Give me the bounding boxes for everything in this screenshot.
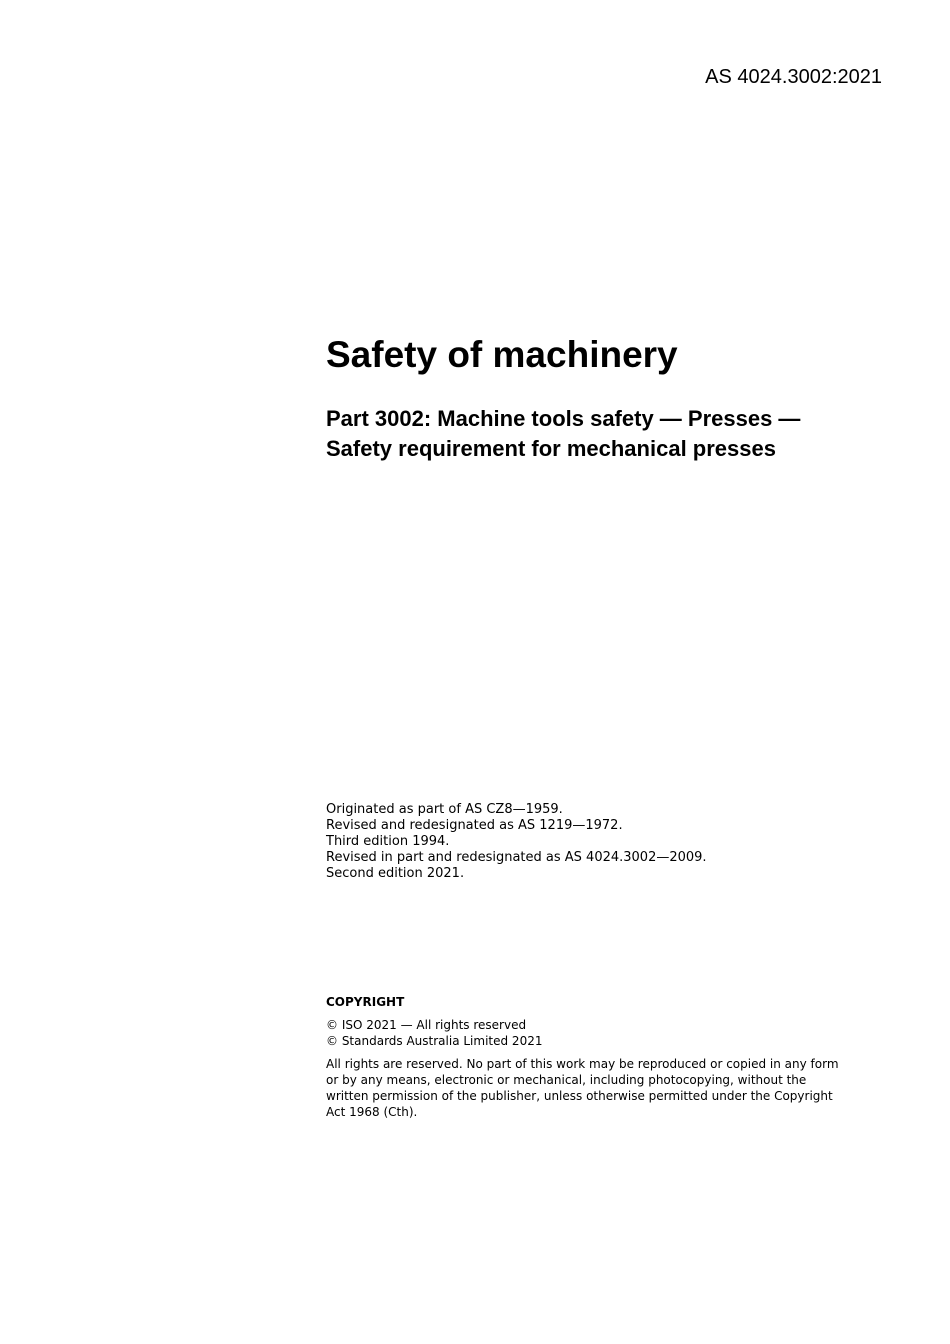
history-line: Revised and redesignated as AS 1219—1972. (326, 818, 623, 833)
history-line: Third edition 1994. (326, 834, 450, 849)
sa-copyright-line: © Standards Australia Limited 2021 (326, 1034, 543, 1048)
history-line: Second edition 2021. (326, 866, 465, 881)
edition-history (326, 802, 886, 882)
copyright-notices (326, 1017, 866, 1049)
copyright-block (326, 994, 866, 1120)
history-line: Revised in part and redesignated as AS 4024.3002—2009. (326, 850, 707, 865)
page-subtitle (326, 404, 886, 464)
iso-copyright-line: © ISO 2021 — All rights reserved (326, 1018, 527, 1032)
rights-statement: All rights are reserved. No part of this work may be reproduced or copied in any form or by any means, electronic or mechanical, including photocopying, without the written permission of the publisher, unless otherwise permitted under the Copyright Act 1968 (Cth). (326, 1057, 839, 1119)
copyright-heading: COPYRIGHT (326, 995, 405, 1009)
subtitle-line-2: Safety requirement for mechanical presses (326, 436, 776, 461)
document-number: AS 4024.3002:2021 (705, 66, 882, 88)
subtitle-line-1: Part 3002: Machine tools safety — Presses — (326, 406, 801, 431)
title-block (326, 332, 886, 464)
history-line: Originated as part of AS CZ8—1959. (326, 802, 563, 817)
page-title: Safety of machinery (326, 334, 678, 375)
